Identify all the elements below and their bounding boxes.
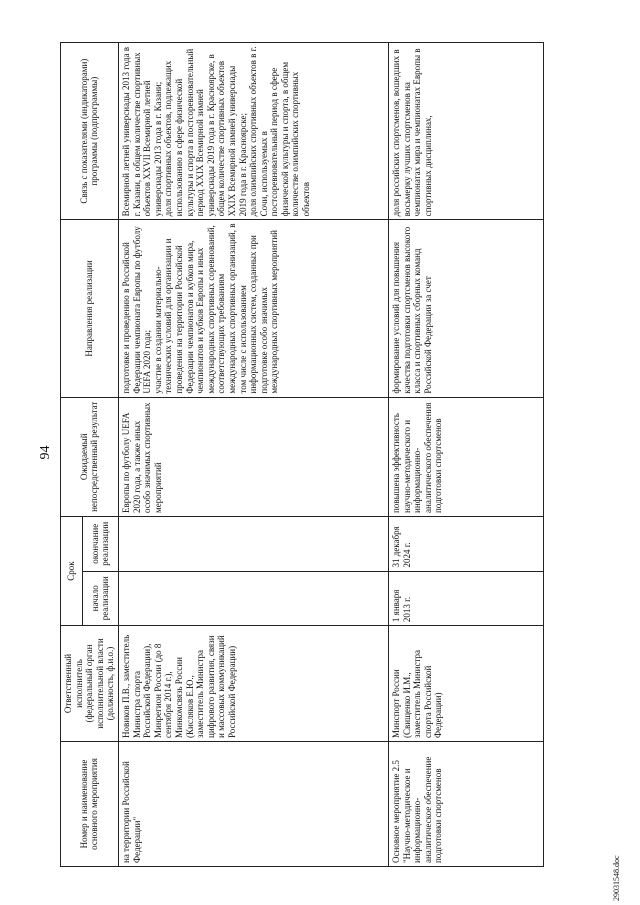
row-end: 31 декабря 2024 г. <box>388 516 543 571</box>
header-directions: Направления реализации <box>61 220 119 397</box>
table-row <box>118 43 388 867</box>
row-directions: подготовке и проведению в Российской Федерации чемпионата Европы по футболу UEFA 2020 года; участие в создании материально-технических условий для организации и проведения на территории Российской Федерации чемпионатов и кубков мира, чемпионатов и кубков Европы и иных международных спортивных соревнований, соответствующих требованиям международных спортивных организаций, в том числе с использованием информационных систем, созданных при подготовке особо значимых международных спортивных мероприятий <box>118 220 388 397</box>
header-end: окончание реализации <box>82 516 118 571</box>
row-indicators: доля российских спортсменов, вошедших в восьмерку лучших спортсменов на чемпионатах мира и чемпионатах Европы в спортивных дисциплинах, <box>388 43 543 220</box>
program-measures-table <box>60 42 544 867</box>
header-indicators: Связь с показателями (индикаторами) программы (подпрограммы) <box>61 43 119 220</box>
header-result: Ожидаемый непосредственный результат <box>61 397 119 516</box>
row-end <box>118 516 388 571</box>
header-term: Срок <box>61 516 83 625</box>
row-indicators: Всемирной летней универсиады 2013 года в г. Казани, в общем количестве спортивных объектов XXVII Всемирной летней универсиады 2013 года в г. Казани; доля спортивных объектов, подлежащих использованию в сфере физической культуры и спорта в постсоревновательный период XXIX Всемирной зимней универсиады 2019 года в г. Красноярске, в общем количестве спортивных объектов XXIX Всемирной зимней универсиады 2019 года в г. Красноярске; доля олимпийских спортивных объектов в г. Сочи, используемых в постсоревновательный период в сфере физической культуры и спорта, в общем количестве олимпийских спортивных объектов <box>118 43 388 220</box>
row-start <box>118 571 388 626</box>
header-name: Номер и наименование основного мероприятия <box>61 741 119 866</box>
row-result: повышена эффективность научно-методического и информационно-аналитического обеспечения подготовки спортсменов <box>388 397 543 516</box>
row-name: на территории Российской Федерации" <box>118 741 388 866</box>
row-start: 1 января 2013 г. <box>388 571 543 626</box>
row-responsible: Новиков П.В., заместитель Министра спорта Российской Федерации), Минрегион России (до 8 сентября 2014 г.), Минкомсвязь России (Кисляков Е.Ю., заместитель Министра цифрового развития, связи и массовых коммуникаций Российской Федерации) <box>118 626 388 742</box>
row-result: Европы по футболу UEFA 2020 года, а также иных особо значимых спортивных мероприятий <box>118 397 388 516</box>
header-start: начало реализации <box>82 571 118 626</box>
row-responsible: Минспорт России (Свищенко И.М., заместитель Министра спорта Российской Федерации) <box>388 626 543 742</box>
table-row <box>388 43 543 867</box>
row-directions: формирование условий для повышения качества подготовки спортсменов высокого класса и спортивных сборных команд Российской Федерации за счет <box>388 220 543 397</box>
page-number: 94 <box>38 445 53 460</box>
document-id: 29031548.doc <box>612 855 621 901</box>
header-row-1 <box>61 43 83 867</box>
row-name: Основное мероприятие 2.5 "Научно-методическое и информационно-аналитическое обеспечение подготовки спортсменов <box>388 741 543 866</box>
header-responsible: Ответственный исполнитель (федеральный орган исполнительной власти (должность, ф.и.о.) <box>61 626 119 742</box>
